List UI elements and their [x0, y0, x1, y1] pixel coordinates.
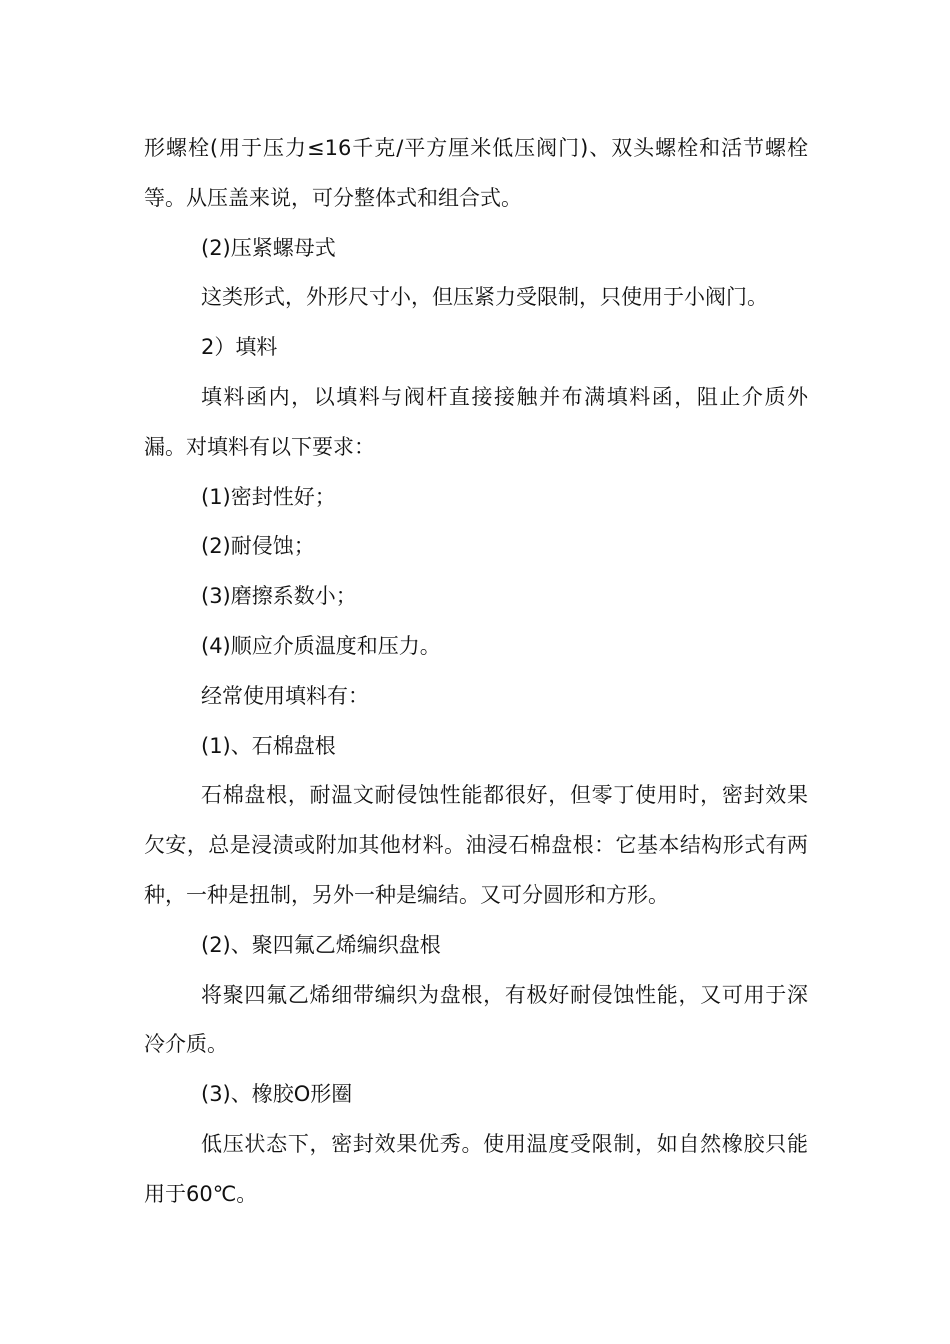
- list-item: (4)顺应介质温度和压力。: [201, 633, 441, 658]
- paragraph: 填料函内，以填料与阀杆直接接触并布满填料函，阻止介质外漏。对填料有以下要求：: [144, 384, 808, 459]
- paragraph: 经常使用填料有：: [201, 683, 369, 708]
- paragraph: 石棉盘根，耐温文耐侵蚀性能都很好，但零丁使用时，密封效果欠安，总是浸渍或附加其他材料。油浸石棉盘根：它基本结构形式有两种，一种是扭制，另外一种是编结。又可分圆形和方形。: [144, 783, 808, 907]
- list-item: (3)磨擦系数小；: [201, 584, 357, 609]
- paragraph-heading-o-ring: (3)、橡胶O形圈: [201, 1082, 353, 1107]
- document-page: [144, 124, 808, 1220]
- paragraph: 低压状态下，密封效果优秀。使用温度受限制，如自然橡胶只能用于60℃。: [144, 1131, 808, 1206]
- paragraph-heading-packing: 2）填料: [201, 335, 278, 360]
- paragraph: 这类形式，外形尺寸小，但压紧力受限制，只使用于小阀门。: [201, 285, 768, 310]
- paragraph-heading-ptfe: (2)、聚四氟乙烯编织盘根: [201, 932, 441, 957]
- list-item: (1)密封性好；: [201, 484, 336, 509]
- paragraph-continuation: 形螺栓(用于压力≤16千克/平方厘米低压阀门)、双头螺栓和活节螺栓等。从压盖来说，可分整体式和组合式。: [144, 136, 808, 210]
- paragraph: 将聚四氟乙烯细带编织为盘根，有极好耐侵蚀性能，又可用于深冷介质。: [144, 982, 808, 1057]
- paragraph-heading-asbestos: (1)、石棉盘根: [201, 733, 336, 758]
- list-item: (2)耐侵蚀；: [201, 534, 315, 559]
- paragraph-heading-compression-nut: (2)压紧螺母式: [201, 235, 336, 260]
